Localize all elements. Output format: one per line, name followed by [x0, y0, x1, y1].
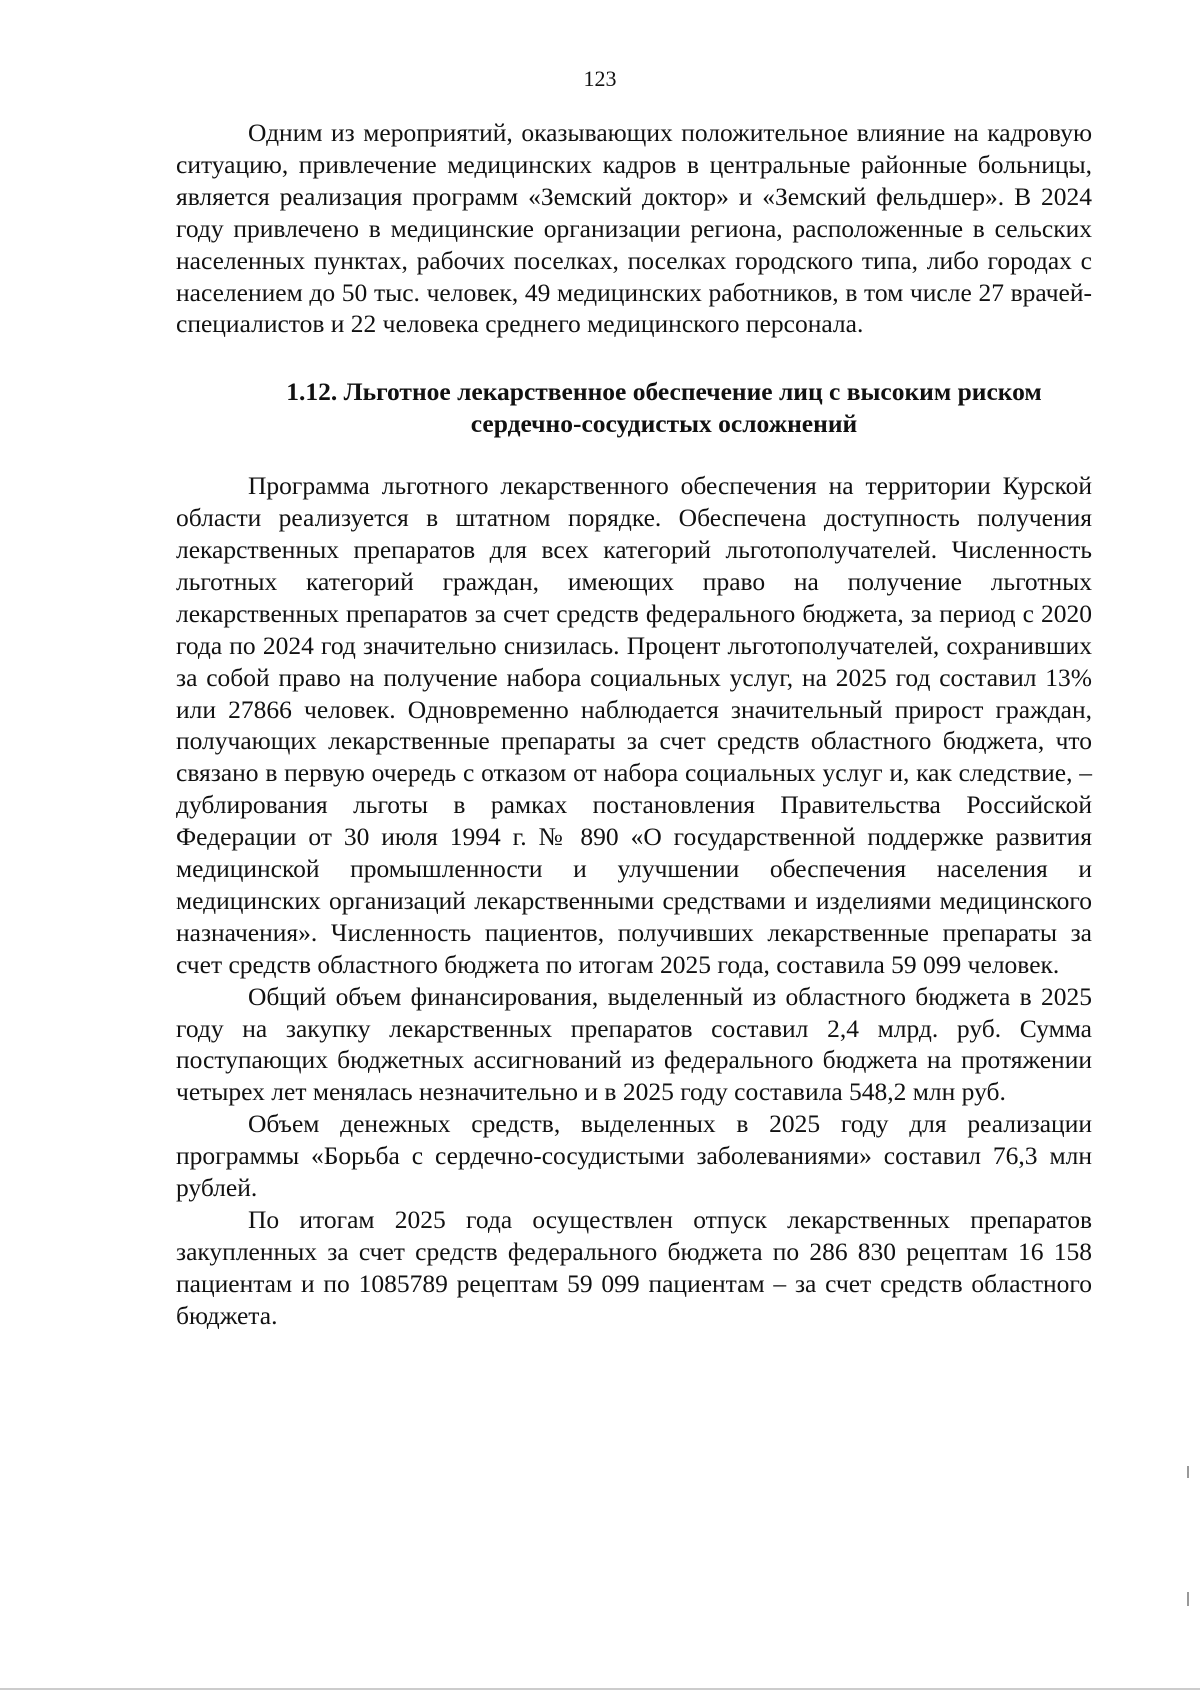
scan-edge-mark [1187, 1592, 1189, 1606]
paragraph-cardio-program: Объем денежных средств, выделенных в 2025 году для реализации программы «Борьба с сердечно-сосудистыми заболеваниями» составил 76,3 млн рублей. [176, 1109, 1092, 1203]
document-body [176, 117, 1092, 1332]
paragraph-program-overview: Программа льготного лекарственного обеспечения на территории Курской области реализуется в штатном порядке. Обеспечена доступность получения лекарственных препаратов для всех категорий льготополучателей. Численность льготных категорий граждан, имеющих право на получение льготных лекарственных препаратов за счет средств федерального бюджета, за период с 2020 года по 2024 год значительно снизилась. Процент льготополучателей, сохранивших за собой право на получение набора социальных услуг, на 2025 год составил 13% или 27866 человек. Одновременно наблюдается значительный прирост граждан, получающих лекарственные препараты за счет средств областного бюджета, что связано в первую очередь с отказом от набора социальных услуг и, как следствие, – дублирования льготы в рамках постановления Правительства Российской Федерации от 30 июля 1994 г. № 890 «О государственной поддержке развития медицинской промышленности и улучшении обеспечения населения и медицинских организаций лекарственными средствами и изделиями медицинского назначения». Численность пациентов, получивших лекарственные препараты за счет средств областного бюджета по итогам 2025 года, составила 59 099 человек. [176, 471, 1092, 979]
section-heading-line-2: сердечно-сосудистых осложнений [470, 409, 858, 439]
page-number: 123 [583, 66, 617, 91]
paragraph-prescriptions: По итогам 2025 года осуществлен отпуск лекарственных препаратов закупленных за счет средств федерального бюджета по 286 830 рецептам 16 158 пациентам и по 1085789 рецептам 59 099 пациентам – за счет средств областного бюджета. [176, 1205, 1092, 1330]
section-heading [176, 376, 1092, 440]
scan-edge-mark [1187, 1466, 1189, 1478]
section-heading-line-1: 1.12. Льготное лекарственное обеспечение лиц с высоким риском [286, 377, 1042, 407]
paragraph-zemsky-programs: Одним из мероприятий, оказывающих положительное влияние на кадровую ситуацию, привлечение медицинских кадров в центральные районные больницы, является реализация программ «Земский доктор» и «Земский фельдшер». В 2024 году привлечено в медицинские организации региона, расположенные в сельских населенных пунктах, рабочих поселках, поселках городского типа, либо городах с населением до 50 тыс. человек, 49 медицинских работников, в том числе 27 врачей-специалистов и 22 человека среднего медицинского персонала. [176, 118, 1092, 339]
scan-bottom-edge [0, 1688, 1200, 1690]
paragraph-financing: Общий объем финансирования, выделенный из областного бюджета в 2025 году на закупку лекарственных препаратов составил 2,4 млрд. руб. Сумма поступающих бюджетных ассигнований из федерального бюджета на протяжении четырех лет менялась незначительно и в 2025 году составила 548,2 млн руб. [176, 981, 1092, 1107]
